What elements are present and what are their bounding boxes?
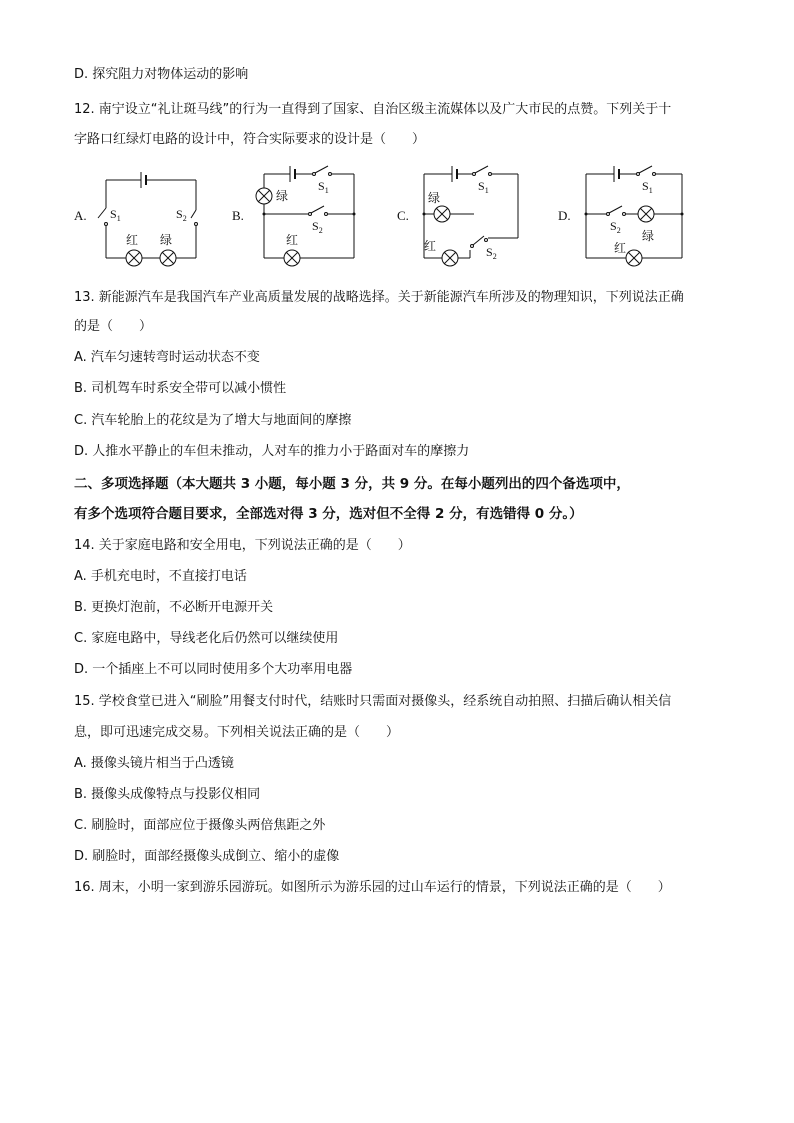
circuit-a-s1: $S_1$ [110, 207, 121, 223]
circuit-d-s1: $S_1$ [642, 179, 653, 195]
circuit-d-green: 绿 [642, 229, 655, 243]
question-13-option-b: B. 司机驾车时系安全带可以减小惯性 [74, 381, 287, 396]
question-15-option-a: A. 摄像头镜片相当于凸透镜 [74, 756, 234, 771]
circuit-b-green: 绿 [276, 189, 289, 203]
option-c-letter: C. [397, 208, 409, 223]
question-13-line2: 的是（ ） [74, 319, 153, 334]
circuit-b-diagram [250, 160, 362, 272]
option-b-letter: B. [232, 208, 244, 223]
circuit-a-s2: $S_2$ [176, 207, 187, 223]
circuit-c-green: 绿 [428, 191, 441, 205]
question-15-line1: 15. 学校食堂已进入“刷脸”用餐支付时代，结账时只需面对摄像头，经系统自动拍照、扫描后确认相关信 [74, 694, 672, 709]
circuit-c-s2: $S_2$ [486, 245, 497, 261]
circuit-c-red: 红 [424, 239, 437, 253]
question-14-option-c: C. 家庭电路中，导线老化后仍然可以继续使用 [74, 631, 339, 646]
question-15-option-b: B. 摄像头成像特点与投影仪相同 [74, 787, 261, 802]
question-13-option-a: A. 汽车匀速转弯时运动状态不变 [74, 350, 260, 365]
option-a-letter: A. [74, 208, 87, 223]
question-13-line1: 13. 新能源汽车是我国汽车产业高质量发展的战略选择。关于新能源汽车所涉及的物理知识，下列说法正确 [74, 290, 684, 305]
circuit-b-red: 红 [286, 233, 299, 247]
question-14-option-b: B. 更换灯泡前，不必断开电源开关 [74, 600, 274, 615]
question-14-stem: 14. 关于家庭电路和安全用电，下列说法正确的是（ ） [74, 538, 411, 553]
question-12-line2: 字路口红绿灯电路的设计中，符合实际要求的设计是（ ） [74, 132, 426, 147]
option-d-letter: D. [558, 208, 571, 223]
question-13-option-d: D. 人推水平静止的车但未推动，人对车的推力小于路面对车的摩擦力 [74, 444, 470, 459]
circuit-c-diagram [414, 160, 526, 272]
question-13-option-c: C. 汽车轮胎上的花纹是为了增大与地面间的摩擦 [74, 413, 352, 428]
question-16-stem: 16. 周末，小明一家到游乐园游玩。如图所示为游乐园的过山车运行的情景，下列说法正确的是（ ） [74, 880, 671, 895]
question-14-option-d: D. 一个插座上不可以同时使用多个大功率用电器 [74, 662, 353, 677]
circuit-a-green: 绿 [160, 233, 173, 247]
circuit-b-s1: $S_1$ [318, 179, 329, 195]
circuit-a-diagram [96, 160, 206, 272]
line-d-prev: D. 探究阻力对物体运动的影响 [74, 67, 249, 82]
section-heading-line2: 有多个选项符合题目要求，全部选对得 3 分，选对但不全得 2 分，有选错得 0 分。） [74, 506, 583, 522]
question-15-option-d: D. 刷脸时，面部经摄像头成倒立、缩小的虚像 [74, 849, 340, 864]
question-15-option-c: C. 刷脸时，面部应位于摄像头两倍焦距之外 [74, 818, 326, 833]
circuit-a-red: 红 [126, 233, 139, 247]
section-heading-line1: 二、多项选择题（本大题共 3 小题，每小题 3 分，共 9 分。在每小题列出的四个备选项中， [74, 476, 630, 492]
circuit-d-s2: $S_2$ [610, 219, 621, 235]
circuit-d-diagram [578, 160, 690, 272]
circuit-c-s1: $S_1$ [478, 179, 489, 195]
question-15-line2: 息，即可迅速完成交易。下列相关说法正确的是（ ） [74, 725, 400, 740]
question-14-option-a: A. 手机充电时，不直接打电话 [74, 569, 247, 584]
question-12-line1: 12. 南宁设立“礼让斑马线”的行为一直得到了国家、自治区级主流媒体以及广大市民的点赞。下列关于十 [74, 102, 672, 117]
circuit-d-red: 红 [614, 241, 627, 255]
circuit-b-s2: $S_2$ [312, 219, 323, 235]
